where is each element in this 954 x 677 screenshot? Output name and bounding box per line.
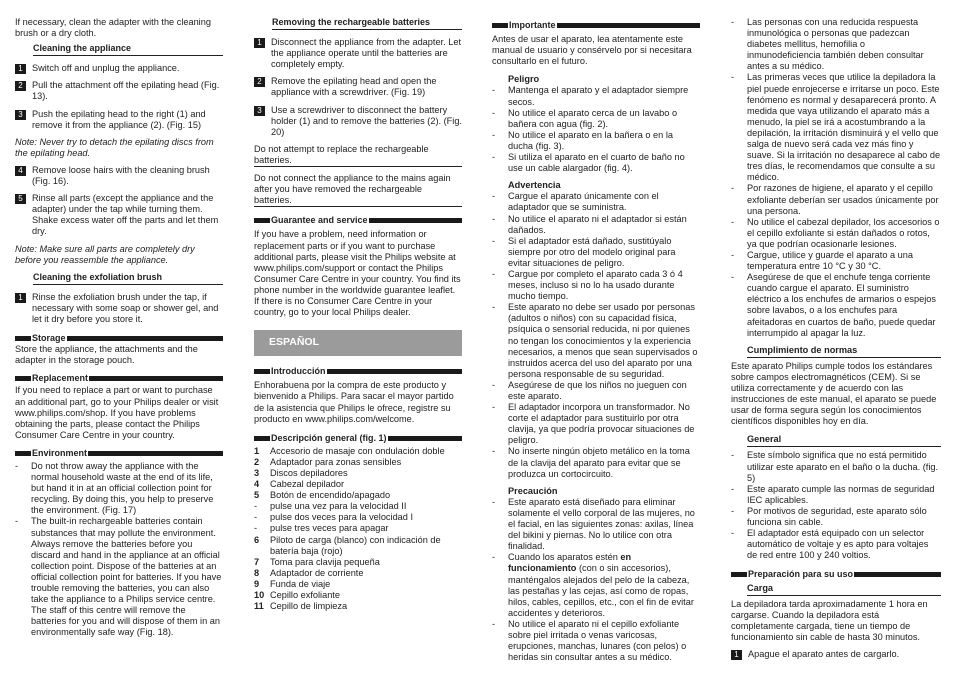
list-item: 11 Cepillo de limpieza [254,601,348,612]
introduccion-text: Enhorabuena por la compra de este producto y bienvenido a Philips. Para sacar el mayor partido de la asistencia que Philips le ofrece, registre su producto en www.philips.com/welcome. [254,380,454,424]
cleaning-brush-heading: Cleaning the exfoliation brush [33,272,223,285]
carga-heading: Carga [747,583,941,596]
step-number: 1 [15,293,26,303]
descripcion-heading: Descripción general (fig. 1) [254,433,462,444]
heading-bar [369,218,462,223]
step-number: 3 [15,110,26,120]
step [15,109,223,131]
heading-bar-lead [731,572,747,577]
heading-bar-lead [15,336,31,341]
column-2 [254,0,462,612]
list-item: - No utilice el aparato cerca de un lavabo o bañera con agua (fig. 2). [492,107,678,129]
step [731,649,941,660]
heading-bar-lead [492,23,508,28]
heading-bar [388,436,462,441]
heading-bar [557,23,700,28]
importante-text: Antes de usar el aparato, lea atentamente este manual de usuario y consérvelo por si necesitara consultarlo en el futuro. [492,34,692,67]
heading-bar-lead [254,218,270,223]
step [15,193,223,237]
descripcion-list [254,446,462,612]
list-item: - El adaptador está equipado con un selector automático de voltaje y es apto para voltajes de red entre 100 y 240 voltios. [731,528,929,561]
step-number: 3 [254,106,265,116]
step-number: 4 [15,166,26,176]
list-item: - Las primeras veces que utilice la depiladora la piel puede enrojecerse e irritarse un poco. Este fenómeno es normal y desaparecerá pronto. A medida que vaya utilizando el aparato más a menudo, la piel se irá a acostumbrando a la depilación, la irritación disminuirá y el vello que salga de nuevo será cada vez más fino y suave. Si la irritación no desaparece al cabo de tres días, le recomendamos que consulte a su médico. [731,72,941,183]
heading-bar-lead [254,369,270,374]
peligro-heading: Peligro [508,74,540,85]
precaucion-heading: Precaución [508,485,558,496]
list-item: - Cargue, utilice y guarde el aparato a una temperatura entre 10 °C y 30 °C. [731,249,913,272]
replacement-heading: Replacement [15,373,223,384]
note: Note: Never try to detach the epilating discs from the epilating head. [15,136,214,158]
removing-batteries-heading: Removing the rechargeable batteries [272,17,462,30]
step-number: 1 [254,38,265,48]
step [254,105,462,138]
list-item: - No utilice el cabezal depilador, los accesorios o el cepillo exfoliante si están dañados o rotos, ya que podrían ocasionarle lesiones. [731,216,940,249]
heading-bar [327,369,463,374]
list-item: - No utilice el aparato ni el cepillo exfoliante sobre piel irritada o venas varicosas, erupciones, manchas, lunares (con pelos) o heridas sin consultar antes a su médico. [492,618,687,663]
general-list [731,450,941,561]
heading-bar [89,376,223,381]
warning-text: Do not attempt to replace the rechargeable batteries. [254,144,462,167]
heading-bar [88,451,223,456]
step-number: 2 [254,77,265,87]
heading-bar [67,336,223,341]
step-text: Disconnect the appliance from the adapter. Let the appliance operate until the batteries are completely empty. [271,37,461,70]
list-item: 3 Discos depiladores [254,468,348,478]
heading-bar-lead [254,436,270,441]
list-item: 6 Piloto de carga (blanco) con indicación de batería baja (rojo) [254,534,441,556]
list-item: 9 Funda de viaje [254,578,331,589]
storage-heading: Storage [15,333,223,344]
list-item: - pulse tres veces para apagar [254,523,389,534]
precaucion-list-continued [731,17,941,339]
list-item: - Este aparato cumple las normas de seguridad IEC aplicables. [731,483,935,505]
guarantee-heading: Guarantee and service [254,215,462,226]
step [15,80,223,102]
list-item: - Las personas con una reducida respuesta inmunológica o personas que padezcan diabetes mellitus, hemofilia o inmunodeficiencia también deben consultar antes a su médico. [731,17,924,72]
heading-bar-lead [15,376,31,381]
step-text: Switch off and unplug the appliance. [32,63,180,74]
list-item: - Mantenga el aparato y el adaptador siempre secos. [492,85,689,107]
list-item: - No utilice el aparato en la bañera o en la ducha (fig. 3). [492,129,673,151]
list-item: - Si utiliza el aparato en el cuarto de baño no use un cable alargador (fig. 4). [492,152,685,174]
list-item: 7 Toma para clavija pequeña [254,556,380,567]
list-item: - Cargue por completo el aparato cada 3 ó 4 meses, incluso si no lo ha usado durante mucho tiempo. [492,268,683,302]
list-item: - Cuando los aparatos estén en funcionamiento (con o sin accesorios), manténgalos alejados del pelo de la cabeza, las pestañas y las cejas, así como de ropas, hilos, cables, cepillos, etc., con el fin de evitar accidentes y deterioros. [492,552,694,618]
step-text: Rinse all parts (except the appliance and the adapter) under the tap while turning them. Shake excess water off the parts and let them dry. [32,193,219,237]
step-text: Push the epilating head to the right (1) and remove it from the appliance (2). (Fig. 15) [32,108,206,130]
step [15,165,223,187]
environment-heading: Environment [15,448,223,459]
preparacion-heading: Preparación para su uso [731,569,941,580]
list-item: - Do not throw away the appliance with the normal household waste at the end of its life, but hand it in at an official collection point for recycling. By doing this, you help to preserve the environment. (Fig. 17) [15,461,214,516]
replacement-text: If you need to replace a part or want to purchase an additional part, go to your Philips dealer or visit www.philips.com/shop. If you have problems obtaining the parts, please contact the Philips Consumer Care Centre in your country. [15,385,219,440]
list-item: 10 Cepillo exfoliante [254,590,340,601]
list-item: 2 Adaptador para zonas sensibles [254,456,402,467]
step-text: Apague el aparato antes de cargarlo. [748,648,900,659]
step-number: 1 [15,64,26,74]
note: Note: Make sure all parts are completely dry before you reassemble the appliance. [15,243,195,265]
list-item: - Este aparato no debe ser usado por personas (adultos o niños) con su capacidad física, psíquica o sensorial reducida, ni por quienes no tengan los conocimientos y la experiencia necesarios, a menos que sean supervisados o instruidos acerca del uso del aparato por una persona responsable de su seguridad. [492,302,698,379]
language-banner: ESPAÑOL [254,330,462,356]
step-number: 2 [15,81,26,91]
step-text: Remove loose hairs with the cleaning brush (Fig. 16). [32,164,210,187]
list-item: - Si el adaptador está dañado, sustitúyalo siempre por otro del modelo original para evitar situaciones de peligro. [492,235,676,268]
list-item: 5 Botón de encendido/apagado [254,490,391,501]
step-number: 5 [15,194,26,204]
list-item: 8 Adaptador de corriente [254,567,364,578]
column-1 [15,0,223,639]
list-item: - pulse una vez para la velocidad II [254,501,407,512]
list-item: - Por razones de higiene, el aparato y el cepillo exfoliante deberían ser usados únicamente por una persona. [731,183,939,216]
column-3 [492,0,700,663]
step-text: Pull the attachment off the epilating head (Fig. 13). [32,80,220,102]
list-item: - Este símbolo significa que no está permitido utilizar este aparato en el baño o la ducha. (fig. 5) [731,450,939,483]
cumplimiento-text: Este aparato Philips cumple todos los estándares sobre campos electromagnéticos (CEM). Si se utiliza correctamente y de acuerdo con las instrucciones de este manual, el aparato se puede usar de forma segura según los conocimientos científicos disponibles hoy en día. [731,360,937,427]
carga-text: La depiladora tarda aproximadamente 1 hora en cargarse. Cuando la depiladora está completamente cargada, tiene un tiempo de funcionamiento sin cable de hasta 30 minutos. [731,598,928,642]
list-item: - No utilice el aparato ni el adaptador si están dañados. [492,213,687,235]
list-item: - Asegúrese de que el enchufe tenga corriente cuando cargue el aparato. El suministro eléctrico a los enchufes de armarios o espejos sobre lavabos, o a los enchufes para afeitadoras en cuartos de baño, puede quedar interrumpido al apagar la luz. [731,272,936,338]
heading-bar [854,572,941,577]
cumplimiento-heading: Cumplimiento de normas [747,345,941,358]
step-text: Remove the epilating head and open the appliance with a screwdriver. (Fig. 19) [271,76,437,98]
list-item: - Por motivos de seguridad, este aparato sólo funciona sin cable. [731,505,927,528]
list-item: - No inserte ningún objeto metálico en la toma de la clavija del aparato para evitar que se produzca un cortocircuito. [492,446,690,479]
adapter-cleaning-intro: If necessary, clean the adapter with the cleaning brush or a dry cloth. [15,17,211,39]
advertencia-list [492,191,700,479]
importante-heading: Importante [492,20,700,31]
list-item: 1 Accesorio de masaje con ondulación doble [254,445,445,456]
step-number: 1 [731,650,742,660]
general-heading: General [747,434,941,447]
step [254,37,462,70]
list-item: - Asegúrese de que los niños no jueguen con este aparato. [492,379,687,401]
column-4 [731,0,941,660]
introduccion-heading: Introducción [254,366,462,377]
heading-bar-lead [15,451,31,456]
warning-text: Do not connect the appliance to the mains again after you have removed the rechargeable batteries. [254,173,462,207]
peligro-list [492,85,700,174]
list-item: - El adaptador incorpora un transformador. No corte el adaptador para sustituirlo por otra clavija, ya que podría provocar situaciones de peligro. [492,402,695,446]
list-item: - pulse dos veces para la velocidad I [254,512,414,523]
step [254,76,462,98]
cleaning-appliance-heading: Cleaning the appliance [33,43,223,56]
guarantee-text: If you have a problem, need information or replacement parts or if you want to purchase additional parts, please visit the Philips website at www.philips.com/support or contact the Philips Consumer Care Centre in your country. You find its phone number in the worldwide guarantee leaflet. If there is no Consumer Care Centre in your country, go to your local Philips dealer. [254,229,461,318]
step [15,63,223,74]
list-item: - Cargue el aparato únicamente con el adaptador que se suministra. [492,191,659,213]
list-item: - The built-in rechargeable batteries contain substances that may pollute the environment. Always remove the batteries before you discard and hand in the appliance at an official collection point. Dispose of the batteries at an official collection point for batteries. If you have trouble removing the batteries, you can also take the appliance to a Philips service centre. The staff of this centre will remove the batteries for you and will dispose of them in an environmentally safe way (Fig. 18). [15,516,222,638]
step-text: Use a screwdriver to disconnect the battery holder (1) and to remove the batteries (2). (Fig. 20) [271,104,462,137]
precaucion-list [492,497,700,663]
step [15,292,223,325]
advertencia-heading: Advertencia [508,180,561,191]
list-item: - Este aparato está diseñado para eliminar solamente el vello corporal de las mujeres, no el facial, en las siguientes zonas: axilas, línea del bikini y piernas. No lo utilice con otra finalidad. [492,496,695,552]
storage-text: Store the appliance, the attachments and the adapter in the storage pouch. [15,344,198,366]
list-item: 4 Cabezal depilador [254,479,345,490]
step-text: Rinse the exfoliation brush under the tap, if necessary with some soap or shower gel, and let it dry before you store it. [32,291,219,324]
